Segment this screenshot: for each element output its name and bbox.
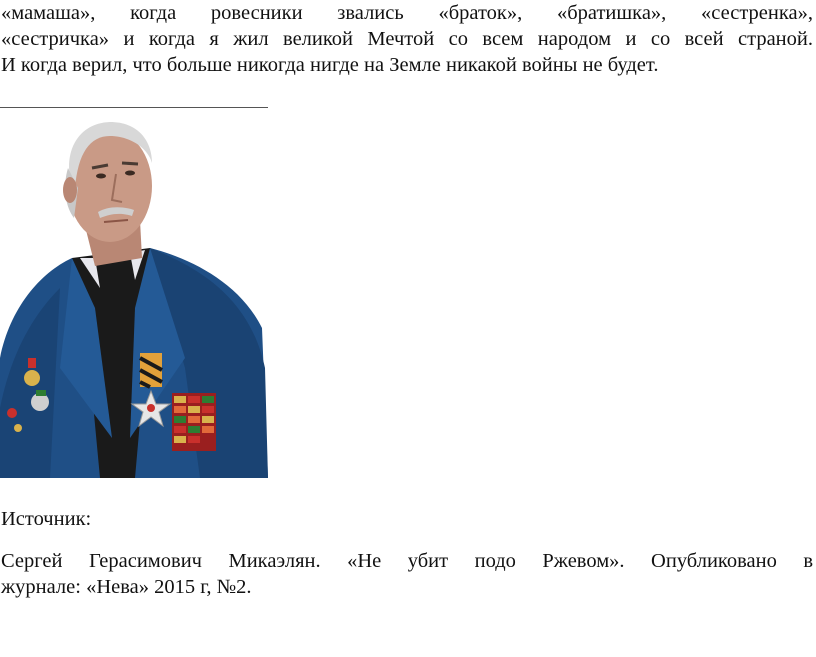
- text-paragraph: [1, 0, 813, 78]
- source-label: Источник:: [1, 508, 92, 530]
- citation-text: [1, 548, 813, 600]
- citation-line: Сергей Герасимович Микаэлян. «Не убит подо Ржевом». Опубликовано в: [1, 550, 813, 572]
- veteran-photo: [0, 108, 268, 478]
- paragraph-line: «мамаша», когда ровесники звались «браток», «братишка», «сестренка»,: [1, 2, 813, 24]
- citation-line: журнале: «Нева» 2015 г, №2.: [1, 576, 252, 598]
- paragraph-line: И когда верил, что больше никогда нигде на Земле никакой войны не будет.: [1, 54, 659, 76]
- paragraph-line: «сестричка» и когда я жил великой Мечтой со всем народом и со всей страной.: [1, 28, 813, 50]
